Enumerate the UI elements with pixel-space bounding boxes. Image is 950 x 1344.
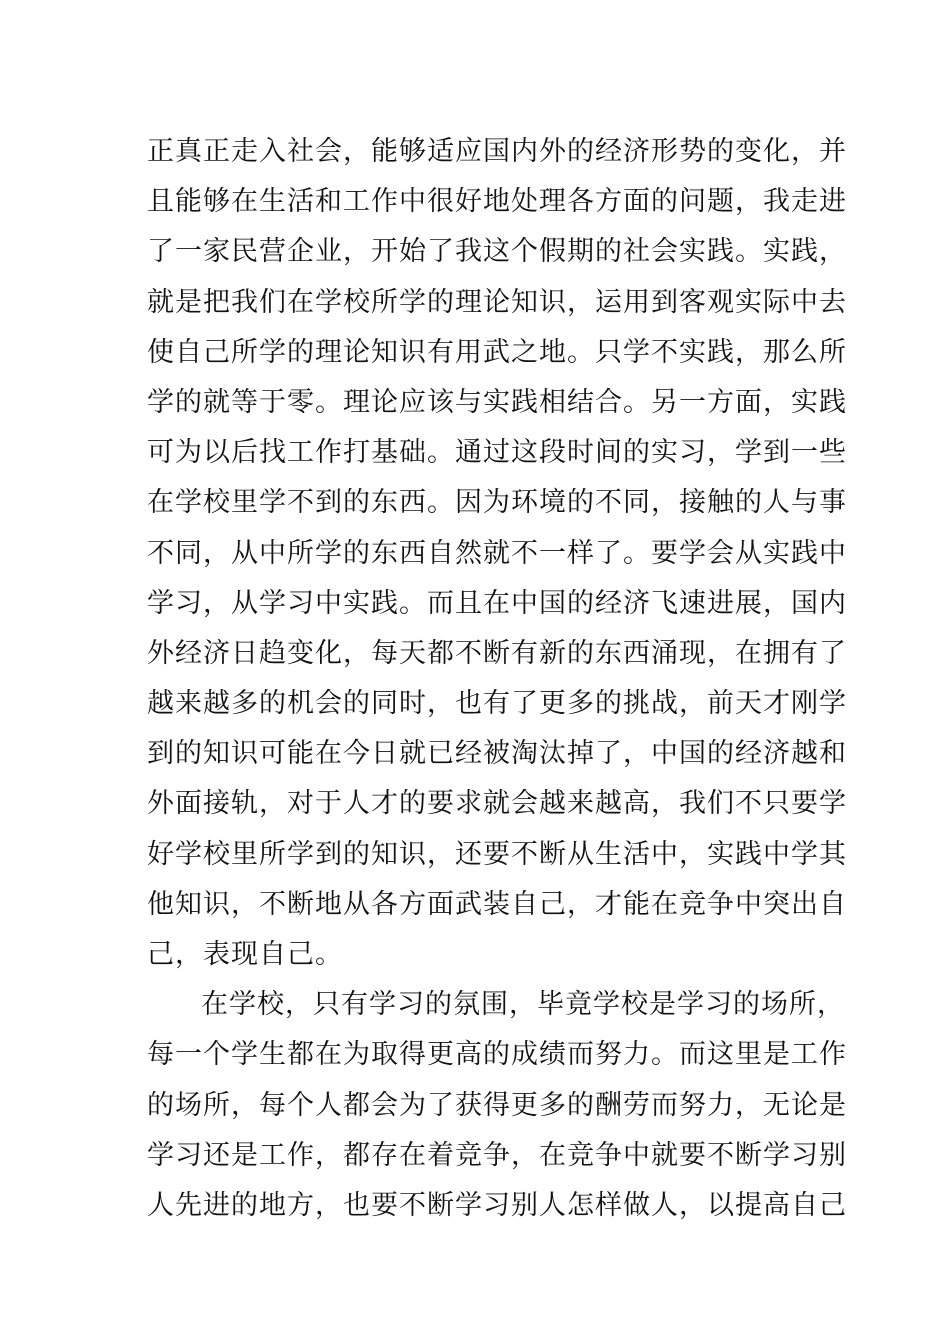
- text-line: 了一家民营企业，开始了我这个假期的社会实践。实践，: [147, 236, 847, 268]
- text-line: 的场所，每个人都会为了获得更多的酬劳而努力，无论是: [147, 1089, 847, 1121]
- text-line: 越来越多的机会的同时，也有了更多的挑战，前天才刚学: [147, 688, 847, 720]
- text-line: 正真正走入社会，能够适应国内外的经济形势的变化，并: [147, 136, 847, 167]
- text-line: 到的知识可能在今日就已经被淘汰掉了，中国的经济越和: [147, 738, 847, 770]
- text-line: 学的就等于零。理论应该与实践相结合。另一方面，实践: [147, 386, 847, 418]
- body-text: [147, 127, 847, 1231]
- text-line: 人先进的地方，也要不断学习别人怎样做人，以提高自己: [147, 1189, 847, 1221]
- text-line: 学习还是工作，都存在着竞争，在竞争中就要不断学习别: [147, 1139, 847, 1171]
- text-line: 己，表现自己。: [147, 939, 343, 970]
- text-line: 外面接轨，对于人才的要求就会越来越高，我们不只要学: [147, 788, 847, 820]
- text-line: 且能够在生活和工作中很好地处理各方面的问题，我走进: [147, 186, 847, 218]
- text-line: 外经济日趋变化，每天都不断有新的东西涌现，在拥有了: [147, 637, 847, 669]
- paragraph-start-line: 在学校，只有学习的氛围，毕竟学校是学习的场所，: [201, 989, 845, 1021]
- text-line: 使自己所学的理论知识有用武之地。只学不实践，那么所: [147, 336, 847, 368]
- text-line: 他知识，不断地从各方面武装自己，才能在竞争中突出自: [147, 888, 847, 920]
- text-line: 好学校里所学到的知识，还要不断从生活中，实践中学其: [147, 838, 847, 870]
- text-line: 不同，从中所学的东西自然就不一样了。要学会从实践中: [147, 537, 847, 569]
- text-line: 学习，从学习中实践。而且在中国的经济飞速进展，国内: [147, 587, 847, 619]
- text-line: 每一个学生都在为取得更高的成绩而努力。而这里是工作: [147, 1039, 847, 1071]
- text-line: 可为以后找工作打基础。通过这段时间的实习，学到一些: [147, 437, 847, 469]
- text-line: 就是把我们在学校所学的理论知识，运用到客观实际中去: [147, 286, 847, 318]
- text-line: 在学校里学不到的东西。因为环境的不同，接触的人与事: [147, 487, 847, 519]
